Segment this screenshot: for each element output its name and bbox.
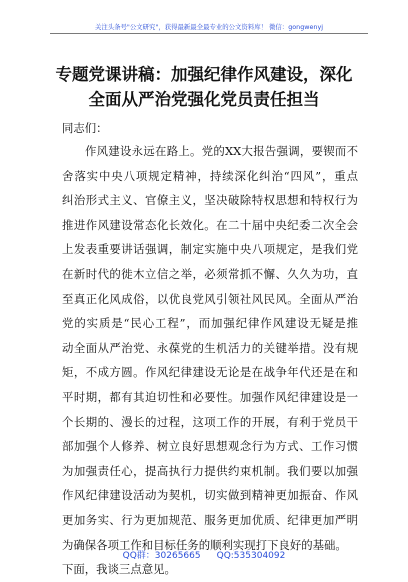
footer-qq: QQ:535304092 [216,551,286,561]
body-line: 平时期，都有其迫切性和必要性。加强作风纪律建设是一 [62,389,358,404]
body-line: 作风纪律建设活动为契机，切实做到精神更加振奋、作风 [62,488,358,503]
body-line: 舍落实中央八项规定精神，持续深化纠治“四风”，重点 [62,168,358,183]
body-paragraph [62,139,358,582]
body-line: 党的实质是“民心工程”，而加强纪律作风建设无疑是推 [62,316,358,331]
body-line: 个长期的、漫长的过程，这项工作的开展，有利于党员干 [62,414,358,429]
document-title [40,62,368,112]
body-line: 至真正化风成俗，以优良党风引领社风民风。全面从严治 [62,291,358,306]
body-line: 推进作风建设常态化长效化。在二十届中央纪委二次全会 [62,217,358,232]
body-line: 矩，不成方圆。作风纪律建设无论是在战争年代还是在和 [62,365,358,380]
body-line: 作风建设永远在路上。党的XX大报告强调，要锲而不 [85,144,358,158]
body-line: 为加强责任心，提高执行力提供约束机制。我们要以加强 [62,463,358,478]
title-line-1: 专题党课讲稿：加强纪律作风建设，深化 [55,65,353,84]
body-line: 更加务实、行为更加规范、服务更加优质、纪律更加严明 [62,512,358,527]
body-line: 下面，我谈三点意见。 [62,562,176,577]
footer-contact [0,548,408,561]
salutation: 同志们： [62,121,108,135]
body-line: 在新时代的徙木立信之举，必须常抓不懈、久久为功，直 [62,266,358,281]
body-line: 部加强个人修养、树立良好思想观念行为方式、工作习惯 [62,439,358,454]
header-banner: 关注头条号"公文研究"，获得最新最全最专业的公文资料库！ 微信：gongwenyj [50,22,368,34]
title-line-2: 全面从严治党强化党员责任担当 [88,90,320,109]
body-line: 纠治形式主义、官僚主义，坚决破除特权思想和特权行为 [62,193,358,208]
body-line: 为确保各项工作和目标任务的顺利实现打下良好的基础。 [62,537,347,552]
footer-qq-group: QQ群：30265665 [122,551,201,561]
body-line: 上发表重要讲话强调，制定实施中央八项规定，是我们党 [62,242,358,257]
body-line: 动全面从严治党、永葆党的生机活力的关键举措。没有规 [62,340,358,355]
